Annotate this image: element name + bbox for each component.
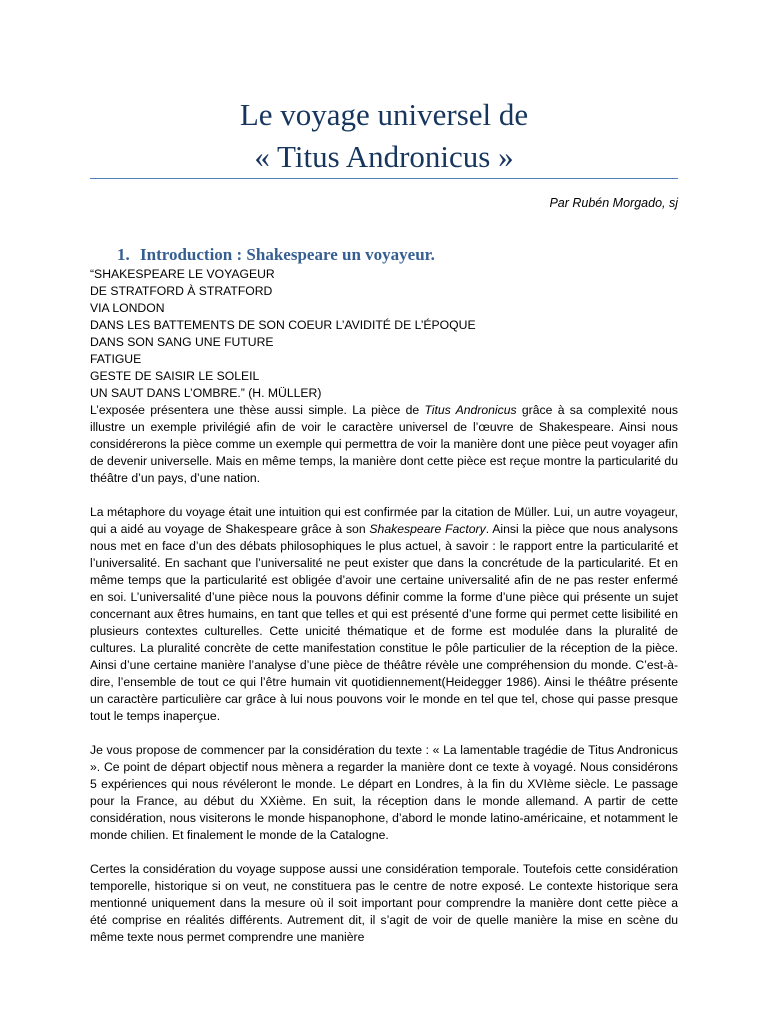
title-line-1: Le voyage universel de	[239, 97, 529, 132]
poem-line: GESTE DE SAISIR LE SOLEIL	[90, 369, 260, 383]
author-byline: Par Rubén Morgado, sj	[549, 196, 678, 210]
paragraph-1	[90, 402, 678, 487]
poem-line: DANS LES BATTEMENTS DE SON COEUR L’AVIDITÉ DE L’ÉPOQUE	[90, 318, 476, 332]
poem-line: DANS SON SANG UNE FUTURE	[90, 335, 274, 349]
paragraph-2-italic-title: Shakespeare Factory	[369, 522, 486, 536]
paragraph-1-text-a: L’exposée présentera une thèse aussi simple. La pièce de	[90, 403, 425, 417]
title-line-2: « Titus Andronicus »	[254, 139, 514, 174]
title-divider	[90, 178, 678, 179]
section-title: Introduction : Shakespeare un voyayeur.	[140, 245, 435, 264]
paragraph-2-text-c: . Ainsi la pièce que nous analysons nous met en face d’un des débats philosophiques le plus actuel, à savoir : le rapport entre la particularité et l’universalité. En sachant que l’universalité ne peut exister que dans la concrétude de la particularité. Et en même temps que la particularité est obligée d’avoir une certaine universalité afin de ne pas rester enfermé en soi. L’universalité d’une pièce nous la pouvons définir comme la forme d’une pièce qui présente un sujet concernant aux êtres humains, en tant que telles et qui est présenté d’une forme qui permet cette lisibilité en plusieurs contextes culturelles. Cette unicité thématique et de forme est modulée dans la pluralité de cultures. La pluralité concrète de cette manifestation constitue le pôle particulier de la réception de la pièce. Ainsi d’une certaine manière l’analyse d’une pièce de théâtre révèle une compréhension du monde. C’est-à-dire, l’ensemble de tout ce qui l’être humain vit quotidiennement(Heidegger 1986). Ainsi le théâtre présente un caractère particulière car grâce à lui nous pouvons voir le monde en tel que tel, chose qui passe presque tout le temps inaperçue.	[90, 522, 679, 723]
section-number: 1.	[117, 245, 130, 264]
document-title	[0, 94, 768, 178]
poem-line: “SHAKESPEARE LE VOYAGEUR	[90, 267, 275, 281]
paragraph-2-text-a: La métaphore du voyage était une intuition qui est confirmée par la citation de Müller. Lui, un autre voyageur, qui a aidé au voyage de Shakespeare grâce à son	[90, 505, 678, 536]
poem-line: UN SAUT DANS L’OMBRE.” (H. MÜLLER)	[90, 386, 322, 400]
paragraph-3: Je vous propose de commencer par la considération du texte : « La lamentable tragédie de Titus Andronicus ». Ce point de départ objectif nous mènera a regarder la manière dont ce texte à voyagé. Nous considérons 5 expériences qui nous révéleront le monde. Le départ en Londres, à la fin du XVIème siècle. Le passage pour la France, au début du XXième. En suit, la réception dans le monde allemand. A partir de cette considération, nous visiterons le monde hispanophone, d’abord le monde latino-américaine, et notamment le monde chilien. Et finalement le monde de la Catalogne.	[90, 743, 678, 842]
paragraph-4: Certes la considération du voyage suppose aussi une considération temporale. Toutefois cette considération temporelle, historique si on veut, ne constituera pas le centre de notre exposé. Le contexte historique sera mentionné uniquement dans la mesure où il soit important pour comprendre la manière dont cette pièce a été comprise en réalités différents. Autrement dit, il s’agit de voir de quelle manière la mise en scène du même texte nous permet comprendre une manière	[90, 862, 678, 944]
poem-line: FATIGUE	[90, 352, 142, 366]
poem-line: DE STRATFORD À STRATFORD	[90, 284, 273, 298]
body-text	[90, 402, 678, 946]
paragraph-2	[90, 504, 678, 725]
poem-line: VIA LONDON	[90, 301, 165, 315]
epigraph-poem	[90, 266, 476, 402]
paragraph-1-text-c: grâce à sa complexité nous illustre un exemple privilégié afin de voir le caractère universel de l’œuvre de Shakespeare. Ainsi nous considérerons la pièce comme un exemple qui permettra de voir la manière dont une pièce peut voyager afin de devenir universelle. Mais en même temps, la manière dont cette pièce est reçue montre la particularité du théâtre d’un pays, d’une nation.	[90, 403, 678, 485]
section-heading	[117, 244, 435, 266]
paragraph-1-italic-title: Titus Andronicus	[424, 403, 517, 417]
